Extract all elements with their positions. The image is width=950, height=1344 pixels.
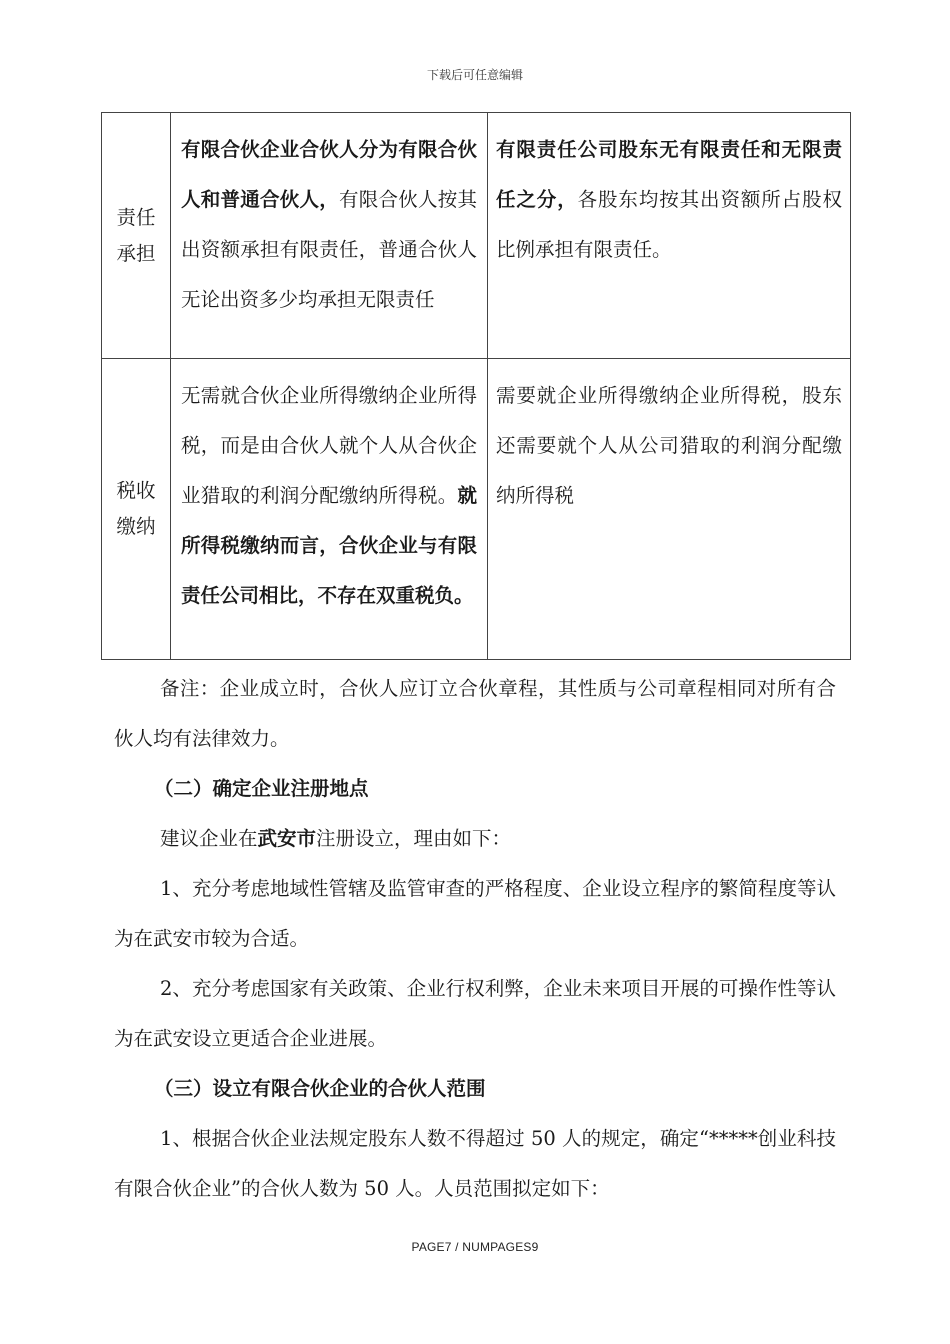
table-row <box>102 359 851 660</box>
bold-text: 有限合伙企业合伙人分为有限合伙人和普通合伙人， <box>181 138 477 211</box>
bold-text: 有限责任公司股东无有限责任和无限责任之分， <box>496 138 842 211</box>
cell-text: 无需就合伙企业所得缴纳企业所得税，而是由合伙人就个人从合伙企业猎取的利润分配缴纳所得税。 <box>181 384 477 507</box>
comparison-table <box>101 112 851 660</box>
row-label-line: 缴纳 <box>116 515 156 538</box>
row-label-line: 责任 <box>116 205 156 229</box>
partnership-cell <box>171 359 488 660</box>
partnership-cell <box>171 113 488 359</box>
city-name: 武安市 <box>257 827 317 850</box>
row-label <box>102 359 171 660</box>
list-item: 1、根据合伙企业法规定股东人数不得超过 50 人的规定，确定“*****创业科技有限合伙企业”的合伙人数为 50 人。人员范围拟定如下： <box>114 1127 836 1200</box>
page-header: 下载后可任意编辑 <box>426 68 523 82</box>
row-label <box>102 113 171 359</box>
body-paragraph <box>114 814 836 864</box>
list-item: 1、充分考虑地域性管辖及监管审查的严格程度、企业设立程序的繁简程度等认为在武安市较为合适。 <box>114 877 836 950</box>
company-cell <box>488 113 851 359</box>
section-heading: （三）设立有限合伙企业的合伙人范围 <box>154 1077 486 1100</box>
cell-text: 有限合伙人按其出资额承担有限责任，普通合伙人无论出资多少均承担无限责任 <box>181 188 477 311</box>
cell-text: 各股东均按其出资额所占股权比例承担有限责任。 <box>496 188 842 261</box>
row-label-line: 承担 <box>116 241 156 265</box>
row-label-line: 税收 <box>116 479 156 502</box>
cell-text: 需要就企业所得缴纳企业所得税，股东还需要就个人从公司猎取的利润分配缴纳所得税 <box>496 384 842 507</box>
note-paragraph: 备注：企业成立时，合伙人应订立合伙章程，其性质与公司章程相同对所有合伙人均有法律效力。 <box>114 677 836 750</box>
bold-text: 就所得税缴纳而言，合伙企业与有限责任公司相比，不存在双重税负。 <box>181 484 477 607</box>
company-cell <box>488 359 851 660</box>
table-row <box>102 113 851 359</box>
text-span: 注册设立，理由如下： <box>316 827 512 850</box>
list-item: 2、充分考虑国家有关政策、企业行权利弊，企业未来项目开展的可操作性等认为在武安设立更适合企业进展。 <box>114 977 836 1050</box>
page-footer: PAGE7 / NUMPAGES9 <box>411 1240 539 1254</box>
text-span: 建议企业在 <box>160 827 258 850</box>
section-heading: （二）确定企业注册地点 <box>154 777 369 800</box>
